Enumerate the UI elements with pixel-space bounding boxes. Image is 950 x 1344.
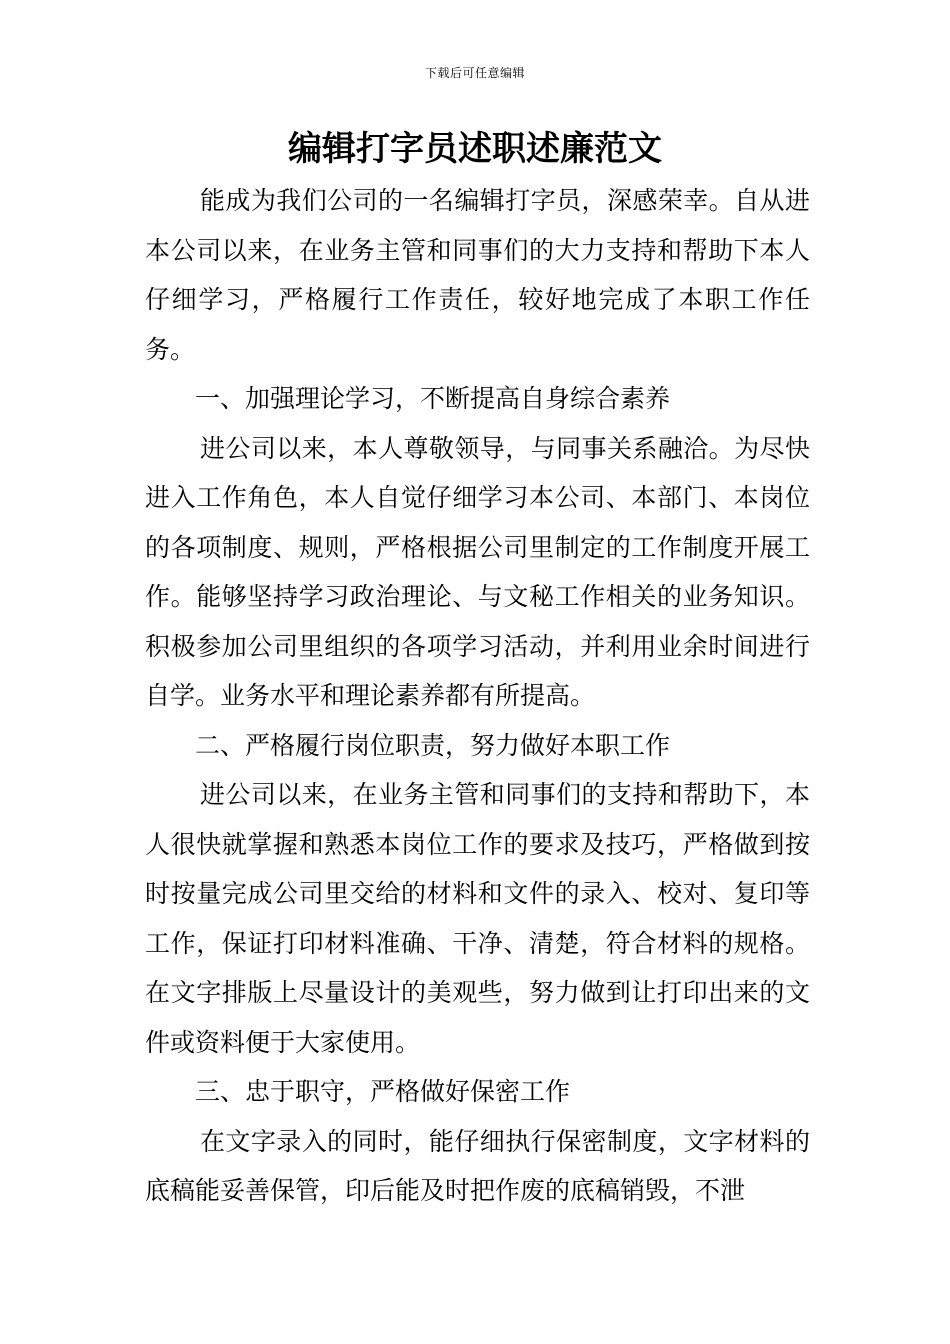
header-note: 下载后可任意编辑 [424,66,525,80]
paragraph-section-2: 进公司以来，在业务主管和同事们的支持和帮助下，本人很快就掌握和熟悉本岗位工作的要求及技巧，严格做到按时按量完成公司里交给的材料和文件的录入、校对、复印等工作，保证打印材料准确、干净、清楚，符合材料的规格。在文字排版上尽量设计的美观些，努力做到让打印出来的文件或资料便于大家使用。 [145,780,810,1057]
section-heading-2: 二、严格履行岗位职责，努力做好本职工作 [195,730,671,760]
document-body [145,176,810,1216]
section-heading-3: 三、忠于职守，严格做好保密工作 [195,1077,571,1106]
paragraph-section-1: 进公司以来，本人尊敬领导，与同事关系融洽。为尽快进入工作角色，本人自觉仔细学习本公司、本部门、本岗位的各项制度、规则，严格根据公司里制定的工作制度开展工作。能够坚持学习政治理论、与文秘工作相关的业务知识。积极参加公司里组织的各项学习活动，并利用业余时间进行自学。业务水平和理论素养都有所提高。 [145,433,810,710]
document-title: 编辑打字员述职述廉范文 [288,129,662,169]
section-heading-1: 一、加强理论学习，不断提高自身综合素养 [195,384,671,413]
paragraph-section-3: 在文字录入的同时，能仔细执行保密制度，文字材料的底稿能妥善保管，印后能及时把作废的底稿销毁，不泄 [145,1126,810,1205]
paragraph-intro: 能成为我们公司的一名编辑打字员，深感荣幸。自从进本公司以来，在业务主管和同事们的大力支持和帮助下本人仔细学习，严格履行工作责任，较好地完成了本职工作任务。 [145,186,810,364]
